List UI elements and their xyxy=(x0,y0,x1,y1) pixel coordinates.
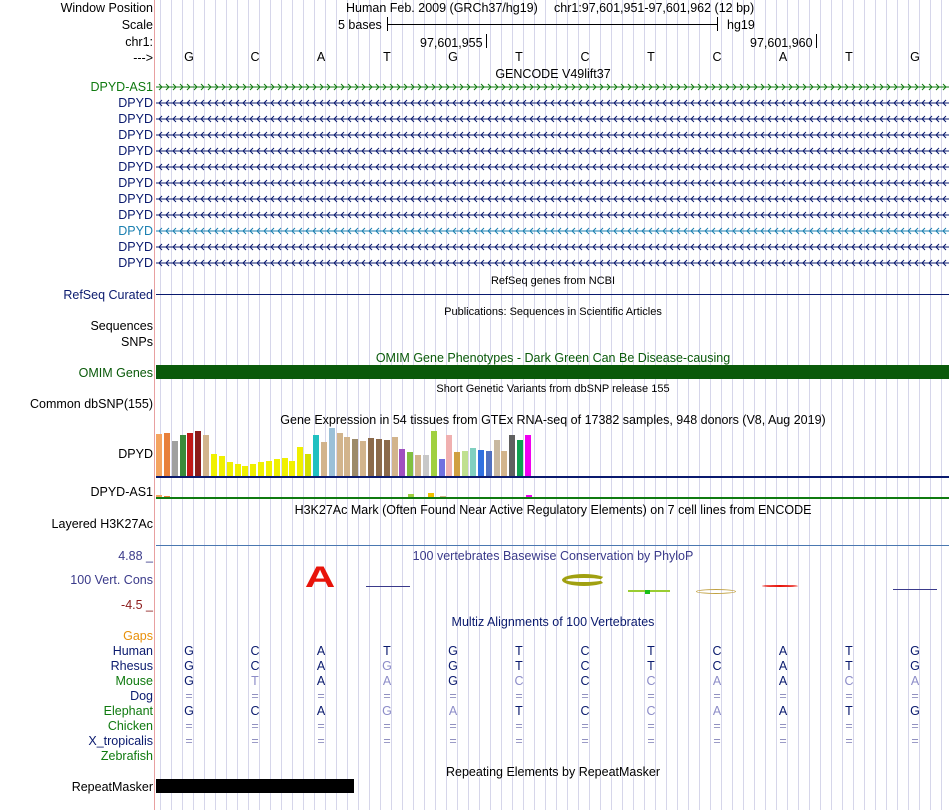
multiz-base: C xyxy=(712,644,722,658)
multiz-base: = xyxy=(251,689,259,703)
gtex-bar[interactable] xyxy=(258,462,264,476)
gtex-bar[interactable] xyxy=(219,456,225,476)
phylop-title[interactable]: 100 vertebrates Basewise Conservation by PhyloP xyxy=(412,549,694,563)
multiz-base: = xyxy=(185,689,193,703)
phylop-letter-a: A xyxy=(304,561,336,594)
multiz-base: A xyxy=(910,674,920,688)
multiz-base: G xyxy=(184,659,194,673)
multiz-base: = xyxy=(647,689,655,703)
dbsnp-label[interactable]: Common dbSNP(155) xyxy=(30,397,153,411)
gtex-bar[interactable] xyxy=(211,454,217,476)
position-label: chr1:97,601,951-97,601,962 (12 bp) xyxy=(554,1,755,15)
multiz-base: = xyxy=(845,734,853,748)
gencode-gene-line[interactable] xyxy=(156,147,949,155)
gtex-bar[interactable] xyxy=(462,451,468,476)
phylop-small-g xyxy=(893,589,937,590)
gtex-title[interactable]: Gene Expression in 54 tissues from GTEx RNA-seq of 17382 samples, 948 donors (V8, Aug 2019) xyxy=(280,413,826,427)
gencode-gene-label[interactable]: DPYD xyxy=(118,128,153,142)
sequence-base: G xyxy=(910,50,920,64)
multiz-base: C xyxy=(580,659,590,673)
multiz-base: A xyxy=(316,674,326,688)
h3k27ac-baseline xyxy=(156,545,949,546)
sequence-base: T xyxy=(845,50,853,64)
multiz-base: = xyxy=(581,689,589,703)
multiz-gaps-label[interactable]: Gaps xyxy=(123,629,153,643)
multiz-base: A xyxy=(778,659,788,673)
h3k27ac-label[interactable]: Layered H3K27Ac xyxy=(51,517,153,531)
gencode-gene-label[interactable]: DPYD xyxy=(118,160,153,174)
multiz-species-label[interactable]: Zebrafish xyxy=(100,749,153,763)
multiz-base: = xyxy=(713,689,721,703)
omim-bar[interactable] xyxy=(156,365,949,379)
multiz-base: G xyxy=(184,644,194,658)
gtex-bar[interactable] xyxy=(164,433,170,476)
multiz-species-label[interactable]: Mouse xyxy=(115,674,153,688)
publications-title[interactable]: Publications: Sequences in Scientific Articles xyxy=(444,306,662,318)
sequence-base: G xyxy=(184,50,194,64)
gtex-bar[interactable] xyxy=(360,441,366,476)
sequence-base: A xyxy=(778,50,788,64)
gtex-bar[interactable] xyxy=(250,464,256,476)
gtex-bar[interactable] xyxy=(227,462,233,476)
multiz-species-label[interactable]: Rhesus xyxy=(110,659,153,673)
scale-label: Scale xyxy=(121,18,153,32)
multiz-base: G xyxy=(184,704,194,718)
gtex-bar[interactable] xyxy=(415,455,421,476)
refseq-label[interactable]: RefSeq Curated xyxy=(63,288,153,302)
gtex-bar[interactable] xyxy=(486,451,492,476)
gencode-gene-line[interactable] xyxy=(156,195,949,203)
multiz-title[interactable]: Multiz Alignments of 100 Vertebrates xyxy=(451,615,655,629)
gencode-gene-line[interactable] xyxy=(156,163,949,171)
gtex-bar[interactable] xyxy=(329,428,335,476)
publications-snps-label[interactable]: SNPs xyxy=(121,335,153,349)
gtex-bar[interactable] xyxy=(384,440,390,476)
gtex-bar[interactable] xyxy=(501,451,507,476)
multiz-base: = xyxy=(449,689,457,703)
multiz-base: = xyxy=(251,719,259,733)
gtex-bar[interactable] xyxy=(454,452,460,476)
multiz-base: G xyxy=(448,644,458,658)
repeatmasker-label[interactable]: RepeatMasker xyxy=(71,780,153,794)
gtex-bar[interactable] xyxy=(187,433,193,476)
gtex-bar[interactable] xyxy=(180,435,186,476)
multiz-base: C xyxy=(712,659,722,673)
gtex-bar[interactable] xyxy=(337,433,343,476)
gencode-gene-line[interactable] xyxy=(156,227,949,235)
omim-title[interactable]: OMIM Gene Phenotypes - Dark Green Can Be Disease-causing xyxy=(375,351,731,365)
gencode-gene-label[interactable]: DPYD xyxy=(118,224,153,238)
gencode-title[interactable]: GENCODE V49lift37 xyxy=(495,67,611,81)
gencode-gene-label[interactable]: DPYD xyxy=(118,192,153,206)
multiz-base: A xyxy=(316,644,326,658)
sequence-base: G xyxy=(448,50,458,64)
phylop-small-a xyxy=(762,585,798,587)
gtex-bar[interactable] xyxy=(494,440,500,476)
multiz-base: A xyxy=(316,704,326,718)
multiz-base: A xyxy=(712,674,722,688)
multiz-base: = xyxy=(185,734,193,748)
sequence-base: T xyxy=(515,50,523,64)
gtex-as1-baseline xyxy=(156,497,949,499)
multiz-species-label[interactable]: Dog xyxy=(130,689,153,703)
multiz-base: T xyxy=(251,674,259,688)
gtex-bar[interactable] xyxy=(203,435,209,476)
gtex-bar[interactable] xyxy=(509,435,515,476)
multiz-base: = xyxy=(383,689,391,703)
coord-2-tick xyxy=(816,34,817,48)
multiz-base: = xyxy=(845,689,853,703)
multiz-base: = xyxy=(383,719,391,733)
phylop-label[interactable]: 100 Vert. Cons xyxy=(70,573,153,587)
gencode-gene-line[interactable] xyxy=(156,131,949,139)
multiz-base: G xyxy=(382,704,392,718)
multiz-base: G xyxy=(910,644,920,658)
gtex-bar[interactable] xyxy=(156,434,162,476)
gtex-bar[interactable] xyxy=(399,449,405,476)
gtex-bar[interactable] xyxy=(423,455,429,476)
gencode-gene-label[interactable]: DPYD xyxy=(118,144,153,158)
multiz-base: A xyxy=(778,704,788,718)
gencode-gene-label[interactable]: DPYD xyxy=(118,256,153,270)
gtex-bar[interactable] xyxy=(297,447,303,476)
multiz-base: A xyxy=(712,704,722,718)
gtex-bar[interactable] xyxy=(235,464,241,476)
scale-text: 5 bases xyxy=(338,18,382,32)
gtex-dpyd-baseline xyxy=(156,476,949,478)
multiz-base: A xyxy=(778,644,788,658)
gtex-bar[interactable] xyxy=(525,435,531,476)
assembly-label: Human Feb. 2009 (GRCh37/hg19) xyxy=(346,1,538,15)
gencode-gene-label[interactable]: DPYD-AS1 xyxy=(90,80,153,94)
gencode-gene-label[interactable]: DPYD xyxy=(118,112,153,126)
multiz-base: G xyxy=(448,674,458,688)
multiz-base: A xyxy=(448,704,458,718)
gencode-gene-label[interactable]: DPYD xyxy=(118,240,153,254)
multiz-base: = xyxy=(581,734,589,748)
chrom-label: chr1: xyxy=(125,35,153,49)
multiz-base: = xyxy=(647,734,655,748)
gtex-bar[interactable] xyxy=(368,438,374,476)
gtex-bar[interactable] xyxy=(392,437,398,476)
label-separator xyxy=(154,0,155,810)
phylop-small-c xyxy=(696,589,736,594)
multiz-base: = xyxy=(515,689,523,703)
multiz-base: G xyxy=(184,674,194,688)
multiz-base: C xyxy=(514,674,524,688)
repeatmasker-title[interactable]: Repeating Elements by RepeatMasker xyxy=(445,765,660,779)
multiz-base: = xyxy=(911,734,919,748)
gtex-bar[interactable] xyxy=(195,431,201,476)
multiz-base: = xyxy=(779,689,787,703)
gtex-bar[interactable] xyxy=(242,466,248,476)
scale-bar xyxy=(387,24,718,25)
multiz-base: = xyxy=(515,734,523,748)
coord-2: 97,601,960 xyxy=(750,36,813,50)
multiz-species-label[interactable]: Elephant xyxy=(103,704,153,718)
multiz-species-label[interactable]: Human xyxy=(112,644,153,658)
multiz-base: G xyxy=(910,659,920,673)
multiz-base: = xyxy=(779,734,787,748)
gtex-bar[interactable] xyxy=(431,431,437,476)
multiz-base: = xyxy=(581,719,589,733)
phylop-small-mark xyxy=(645,590,650,594)
multiz-base: = xyxy=(845,719,853,733)
multiz-base: G xyxy=(382,659,392,673)
multiz-base: = xyxy=(713,734,721,748)
refseq-line xyxy=(156,294,949,295)
gtex-bar[interactable] xyxy=(274,459,280,476)
gtex-bar[interactable] xyxy=(517,440,523,476)
gencode-gene-line[interactable] xyxy=(156,211,949,219)
multiz-base: A xyxy=(778,674,788,688)
gtex-bar[interactable] xyxy=(478,450,484,476)
multiz-base: = xyxy=(713,719,721,733)
db-label: hg19 xyxy=(727,18,755,32)
repeatmasker-bar[interactable] xyxy=(156,779,354,793)
multiz-base: = xyxy=(449,734,457,748)
coord-1-tick xyxy=(486,34,487,48)
multiz-base: A xyxy=(316,659,326,673)
multiz-base: = xyxy=(185,719,193,733)
gencode-gene-label[interactable]: DPYD xyxy=(118,96,153,110)
multiz-base: = xyxy=(515,719,523,733)
gencode-gene-line[interactable] xyxy=(156,243,949,251)
multiz-base: T xyxy=(845,659,853,673)
gtex-bar[interactable] xyxy=(172,441,178,476)
gtex-bar[interactable] xyxy=(352,439,358,476)
multiz-base: = xyxy=(779,719,787,733)
multiz-base: C xyxy=(250,704,260,718)
multiz-base: G xyxy=(910,704,920,718)
gtex-bar[interactable] xyxy=(344,437,350,476)
gtex-bar[interactable] xyxy=(439,459,445,476)
gencode-gene-line[interactable] xyxy=(156,115,949,123)
multiz-base: = xyxy=(317,734,325,748)
multiz-base: C xyxy=(580,674,590,688)
sequence-base: C xyxy=(250,50,260,64)
multiz-base: = xyxy=(449,719,457,733)
gencode-gene-label[interactable]: DPYD xyxy=(118,208,153,222)
multiz-base: G xyxy=(448,659,458,673)
multiz-base: T xyxy=(845,704,853,718)
multiz-base: = xyxy=(911,689,919,703)
gtex-bar[interactable] xyxy=(376,439,382,476)
gtex-bar[interactable] xyxy=(289,461,295,476)
multiz-base: A xyxy=(382,674,392,688)
gtex-bar[interactable] xyxy=(446,435,452,476)
multiz-base: T xyxy=(515,659,523,673)
gencode-gene-line[interactable] xyxy=(156,99,949,107)
sequence-base: C xyxy=(712,50,722,64)
refseq-title[interactable]: RefSeq genes from NCBI xyxy=(490,275,616,287)
multiz-base: = xyxy=(317,689,325,703)
coord-1: 97,601,955 xyxy=(420,36,483,50)
gencode-gene-line[interactable] xyxy=(156,259,949,267)
scale-bar-right-tick xyxy=(717,17,718,31)
multiz-base: = xyxy=(251,734,259,748)
multiz-base: T xyxy=(845,644,853,658)
multiz-base: = xyxy=(383,734,391,748)
dbsnp-title[interactable]: Short Genetic Variants from dbSNP release 155 xyxy=(436,383,670,395)
gtex-bar[interactable] xyxy=(282,458,288,476)
multiz-base: C xyxy=(580,704,590,718)
gtex-dpyd-as1-label[interactable]: DPYD-AS1 xyxy=(90,485,153,499)
window-position-label: Window Position xyxy=(60,1,153,15)
sequence-base: T xyxy=(383,50,391,64)
gtex-dpyd-label[interactable]: DPYD xyxy=(118,447,153,461)
multiz-base: T xyxy=(647,644,655,658)
multiz-species-label[interactable]: Chicken xyxy=(107,719,153,733)
phylop-min: -4.5 _ xyxy=(121,598,153,612)
gtex-bar[interactable] xyxy=(313,435,319,476)
gtex-bar[interactable] xyxy=(407,452,413,476)
gtex-bar[interactable] xyxy=(266,461,272,476)
multiz-base: = xyxy=(647,719,655,733)
multiz-base: C xyxy=(646,704,656,718)
omim-label[interactable]: OMIM Genes xyxy=(78,366,153,380)
gtex-bar[interactable] xyxy=(470,448,476,476)
multiz-base: T xyxy=(647,659,655,673)
gtex-bar[interactable] xyxy=(321,442,327,476)
gencode-gene-line[interactable] xyxy=(156,83,949,91)
multiz-base: = xyxy=(317,719,325,733)
publications-sequences-label[interactable]: Sequences xyxy=(90,319,153,333)
sequence-base: C xyxy=(580,50,590,64)
multiz-base: T xyxy=(515,704,523,718)
strand-label: ---> xyxy=(133,51,153,65)
multiz-base: C xyxy=(580,644,590,658)
multiz-species-label[interactable]: X_tropicalis xyxy=(88,734,153,748)
phylop-max: 4.88 _ xyxy=(118,549,153,563)
h3k27ac-title[interactable]: H3K27Ac Mark (Often Found Near Active Regulatory Elements) on 7 cell lines from ENCODE xyxy=(294,503,812,517)
multiz-base: C xyxy=(250,644,260,658)
gtex-bar[interactable] xyxy=(305,454,311,476)
multiz-base: = xyxy=(911,719,919,733)
multiz-base: C xyxy=(844,674,854,688)
phylop-letter-c xyxy=(562,574,606,586)
multiz-base: T xyxy=(383,644,391,658)
multiz-base: T xyxy=(515,644,523,658)
gencode-gene-label[interactable]: DPYD xyxy=(118,176,153,190)
sequence-base: A xyxy=(316,50,326,64)
multiz-base: C xyxy=(250,659,260,673)
sequence-base: T xyxy=(647,50,655,64)
multiz-base: C xyxy=(646,674,656,688)
phylop-small-t xyxy=(366,586,410,587)
gencode-gene-line[interactable] xyxy=(156,179,949,187)
